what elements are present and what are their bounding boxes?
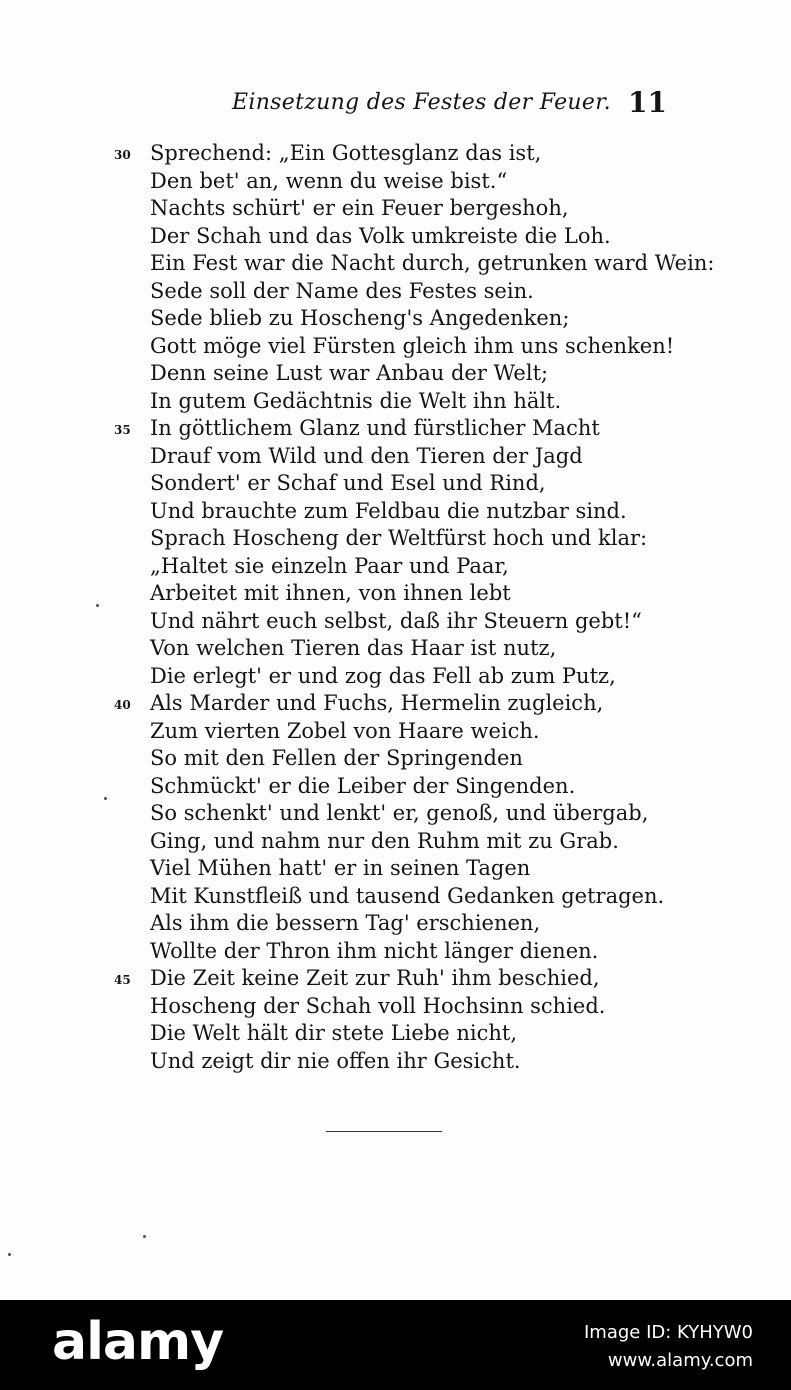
print-speck — [96, 604, 99, 607]
verse-line — [0, 388, 791, 416]
verse-line — [0, 333, 791, 361]
verse-line — [0, 608, 791, 636]
verse-text: In göttlichem Glanz und fürstlicher Macht — [150, 416, 600, 440]
verse-text: Die Welt hält dir stete Liebe nicht, — [150, 1021, 517, 1045]
verse-text: Den bet' an, wenn du weise bist.“ — [150, 168, 508, 193]
verse-line — [0, 828, 791, 856]
alamy-logo: alamy — [52, 1312, 224, 1372]
verse-line — [0, 855, 791, 883]
verse-line — [0, 1048, 791, 1076]
verse-line — [0, 745, 791, 773]
verse-text: Schmückt' er die Leiber der Singenden. — [150, 773, 576, 798]
verse-line — [0, 250, 791, 278]
verse-line — [0, 773, 791, 801]
print-speck — [8, 1253, 11, 1256]
verse-text: Und nährt euch selbst, daß ihr Steuern gebt!“ — [150, 608, 642, 633]
verse-text: In gutem Gedächtnis die Welt ihn hält. — [150, 388, 562, 413]
verse-text: Und brauchte zum Feldbau die nutzbar sind. — [150, 498, 627, 523]
verse-text: „Haltet sie einzeln Paar und Paar, — [150, 553, 509, 578]
print-speck — [104, 797, 107, 800]
verse-text: Hoscheng der Schah voll Hochsinn schied. — [150, 993, 606, 1018]
verse-text: Die Zeit keine Zeit zur Ruh' ihm beschied, — [150, 966, 600, 990]
verse-line — [0, 993, 791, 1021]
verse-line — [0, 168, 791, 196]
poem-body — [0, 140, 791, 1075]
verse-text: Zum vierten Zobel von Haare weich. — [150, 718, 540, 743]
verse-line — [0, 278, 791, 306]
verse-text: Arbeitet mit ihnen, von ihnen lebt — [150, 581, 511, 605]
site-url: www.alamy.com — [607, 1350, 753, 1371]
verse-text: Sprach Hoscheng der Weltfürst hoch und klar: — [150, 526, 648, 550]
verse-line — [0, 305, 791, 333]
verse-text: Viel Mühen hatt' er in seinen Tagen — [150, 856, 531, 880]
verse-line — [0, 883, 791, 911]
verse-text: Wollte der Thron ihm nicht länger dienen. — [150, 938, 599, 963]
running-title: Einsetzung des Festes der Feuer. — [232, 90, 611, 115]
verse-line — [0, 938, 791, 966]
line-number: 45 — [114, 973, 131, 987]
verse-line — [0, 800, 791, 828]
verse-line — [0, 965, 791, 993]
verse-text: Und zeigt dir nie offen ihr Gesicht. — [150, 1048, 521, 1073]
verse-line — [0, 690, 791, 718]
verse-line — [0, 140, 791, 168]
print-speck — [143, 1235, 146, 1238]
verse-line — [0, 553, 791, 581]
verse-line — [0, 663, 791, 691]
verse-text: Als Marder und Fuchs, Hermelin zugleich, — [150, 691, 604, 715]
page-number: 11 — [628, 86, 667, 119]
verse-text: Denn seine Lust war Anbau der Welt; — [150, 361, 549, 385]
verse-text: Mit Kunstfleiß und tausend Gedanken getragen. — [150, 883, 665, 908]
verse-line — [0, 580, 791, 608]
verse-line — [0, 1020, 791, 1048]
verse-line — [0, 498, 791, 526]
verse-text: Ging, und nahm nur den Ruhm mit zu Grab. — [150, 828, 619, 853]
verse-text: Sondert' er Schaf und Esel und Rind, — [150, 471, 546, 495]
verse-text: Der Schah und das Volk umkreiste die Loh. — [150, 223, 611, 248]
verse-text: So schenkt' und lenkt' er, genoß, und übergab, — [150, 801, 649, 825]
verse-line — [0, 195, 791, 223]
verse-line — [0, 415, 791, 443]
line-number: 40 — [114, 698, 131, 712]
verse-text: Sede soll der Name des Festes sein. — [150, 278, 534, 303]
line-number: 30 — [114, 148, 131, 162]
verse-text: Sede blieb zu Hoscheng's Angedenken; — [150, 306, 570, 330]
verse-text: Sprechend: „Ein Gottesglanz das ist, — [150, 141, 542, 165]
verse-text: Gott möge viel Fürsten gleich ihm uns schenken! — [150, 333, 675, 358]
section-end-rule — [326, 1131, 442, 1132]
verse-line — [0, 360, 791, 388]
verse-line — [0, 635, 791, 663]
verse-text: Als ihm die bessern Tag' erschienen, — [150, 911, 541, 935]
verse-text: So mit den Fellen der Springenden — [150, 746, 523, 770]
verse-line — [0, 525, 791, 553]
line-number: 35 — [114, 423, 131, 437]
verse-text: Von welchen Tieren das Haar ist nutz, — [150, 636, 557, 660]
verse-line — [0, 223, 791, 251]
page-header — [0, 86, 791, 126]
verse-text: Ein Fest war die Nacht durch, getrunken ward Wein: — [150, 251, 715, 275]
verse-text: Drauf vom Wild und den Tieren der Jagd — [150, 443, 583, 468]
verse-line — [0, 910, 791, 938]
verse-line — [0, 470, 791, 498]
verse-line — [0, 443, 791, 471]
watermark-banner — [0, 1300, 791, 1390]
image-id-label: Image ID: KYHYW0 — [584, 1322, 753, 1343]
verse-text: Nachts schürt' er ein Feuer bergeshoh, — [150, 196, 569, 220]
verse-line — [0, 718, 791, 746]
verse-text: Die erlegt' er und zog das Fell ab zum Putz, — [150, 663, 616, 688]
